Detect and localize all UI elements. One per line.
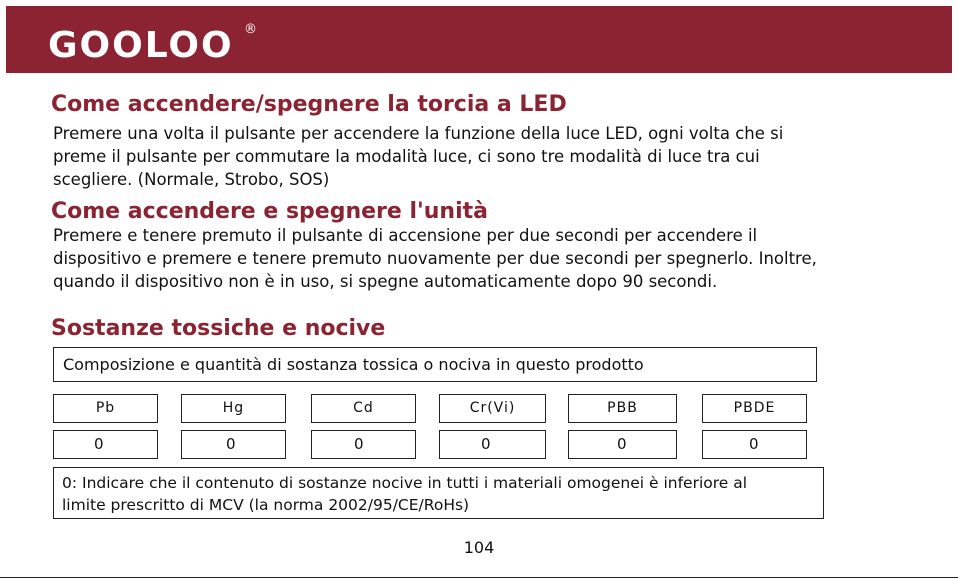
header-cell-crvi: Cr(Vi)	[439, 394, 546, 423]
note-line: 0: Indicare che il contenuto di sostanze nocive in tutti i materiali omogenei è inferiore al	[62, 474, 748, 492]
value-cell-pbde: 0	[702, 430, 807, 459]
header-cell-pb: Pb	[53, 394, 158, 423]
value-cell-pb: 0	[53, 430, 158, 459]
section-title-hazardous-substances: Sostanze tossiche e nocive	[51, 316, 386, 341]
brand-header	[6, 6, 952, 73]
section-text-led-torch	[53, 122, 933, 191]
header-cell-cd: Cd	[311, 394, 416, 423]
caption-text: Composizione e quantità di sostanza tossica o nociva in questo prodotto	[63, 355, 644, 374]
section-title-power-unit: Come accendere e spegnere l'unità	[51, 199, 488, 224]
value-cell-crvi: 0	[439, 430, 546, 459]
text-line: scegliere. (Normale, Strobo, SOS)	[53, 170, 330, 189]
section-text-power-unit	[53, 224, 933, 293]
gooloo-logo	[48, 22, 260, 70]
page-number: 104	[463, 538, 495, 557]
text-line: Premere una volta il pulsante per accendere la funzione della luce LED, ogni volta che si	[53, 124, 784, 143]
text-line: dispositivo e premere e tenere premuto nuovamente per due secondi per spegnerlo. Inoltre,	[53, 249, 817, 268]
section-title-led-torch: Come accendere/spegnere la torcia a LED	[51, 92, 567, 117]
text-line: quando il dispositivo non è in uso, si spegne automaticamente dopo 90 secondi.	[53, 272, 718, 291]
substance-table-caption	[53, 347, 817, 382]
footer-divider	[0, 577, 958, 578]
header-cell-pbde: PBDE	[702, 394, 807, 423]
value-cell-cd: 0	[311, 430, 416, 459]
value-cell-hg: 0	[181, 430, 286, 459]
substance-note	[53, 467, 824, 519]
header-cell-hg: Hg	[181, 394, 286, 423]
header-cell-pbb: PBB	[568, 394, 677, 423]
text-line: Premere e tenere premuto il pulsante di accensione per due secondi per accendere il	[53, 226, 758, 245]
registered-mark: ®	[244, 22, 257, 37]
text-line: preme il pulsante per commutare la modalità luce, ci sono tre modalità di luce tra cui	[53, 147, 760, 166]
value-cell-pbb: 0	[568, 430, 677, 459]
note-line: limite prescritto di MCV (la norma 2002/95/CE/RoHs)	[62, 496, 470, 514]
logo-wordmark: GOOLOO	[48, 25, 234, 66]
